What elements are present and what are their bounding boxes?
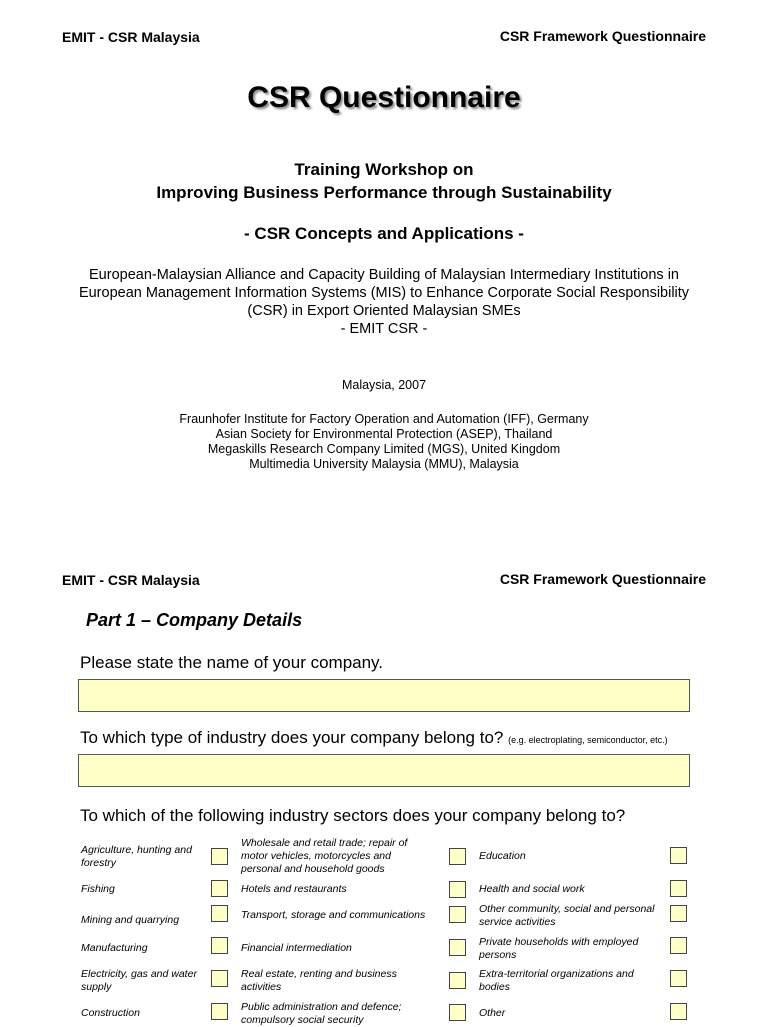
sector-label: Health and social work: [479, 883, 585, 895]
sector-checkbox[interactable]: [211, 848, 228, 865]
sector-label: Other community, social and personal service activities: [479, 903, 655, 928]
sector-checkbox[interactable]: [670, 1003, 687, 1020]
sector-checkbox[interactable]: [211, 970, 228, 987]
question-industry-sector: To which of the following industry sectors does your company belong to?: [80, 806, 626, 825]
sector-label: Extra-territorial organizations and bodies: [479, 968, 634, 993]
sector-checkbox[interactable]: [449, 972, 466, 989]
sector-label: Construction: [81, 1007, 140, 1019]
page2-header-left: EMIT - CSR Malaysia: [62, 572, 200, 588]
page2-header-right: CSR Framework Questionnaire: [499, 571, 706, 587]
sector-checkbox[interactable]: [449, 1004, 466, 1021]
sector-checkbox[interactable]: [670, 880, 687, 897]
sector-label: Manufacturing: [81, 942, 148, 954]
partner-list: [0, 412, 768, 472]
location-date: Malaysia, 2007: [341, 378, 427, 392]
page1-header-right: CSR Framework Questionnaire: [499, 28, 706, 44]
company-name-input[interactable]: [78, 679, 690, 712]
sector-checkbox[interactable]: [670, 847, 687, 864]
sector-label: Education: [479, 850, 526, 862]
question-industry-type-text: To which type of industry does your company belong to?: [80, 728, 504, 747]
sector-label: Financial intermediation: [241, 942, 352, 954]
industry-type-input[interactable]: [78, 754, 690, 787]
description-line: (CSR) in Export Oriented Malaysian SMEs: [247, 303, 521, 319]
sector-label: Mining and quarrying: [81, 914, 180, 926]
description-line: European Management Information Systems (MIS) to Enhance Corporate Social Responsibility: [78, 285, 690, 301]
question-industry-type-hint: (e.g. electroplating, semiconductor, etc.): [508, 735, 668, 745]
sector-checkbox[interactable]: [449, 848, 466, 865]
sector-label: Fishing: [81, 883, 115, 895]
sector-checkbox[interactable]: [449, 939, 466, 956]
partner-item: Fraunhofer Institute for Factory Operation and Automation (IFF), Germany: [179, 412, 589, 426]
sector-label: Other: [479, 1007, 506, 1019]
sector-checkbox[interactable]: [670, 937, 687, 954]
workshop-subtitle: [0, 158, 768, 204]
sector-label: Wholesale and retail trade; repair of motor vehicles, motorcycles and personal and household goods: [241, 837, 408, 875]
sector-checkbox[interactable]: [211, 1003, 228, 1020]
question-company-name: Please state the name of your company.: [80, 653, 384, 672]
sector-checkbox[interactable]: [211, 905, 228, 922]
sector-label: Agriculture, hunting and forestry: [81, 844, 192, 869]
sector-label: Electricity, gas and water supply: [81, 968, 197, 993]
sector-checkbox[interactable]: [670, 905, 687, 922]
partner-item: Megaskills Research Company Limited (MGS), United Kingdom: [207, 442, 561, 456]
sector-label: Transport, storage and communications: [241, 909, 426, 921]
sector-checkbox[interactable]: [449, 906, 466, 923]
document-title: CSR Questionnaire: [247, 81, 521, 114]
sector-checkbox[interactable]: [449, 881, 466, 898]
partner-item: Asian Society for Environmental Protection (ASEP), Thailand: [215, 427, 553, 441]
sector-label: Hotels and restaurants: [241, 883, 347, 895]
workshop-subtitle-line1: Training Workshop on: [294, 160, 474, 179]
description-line: European-Malaysian Alliance and Capacity Building of Malaysian Intermediary Institutions in: [89, 267, 679, 283]
part-title: Part 1 – Company Details: [86, 610, 303, 630]
sector-checkbox[interactable]: [211, 937, 228, 954]
sector-checkbox[interactable]: [211, 880, 228, 897]
workshop-subtitle-line2: Improving Business Performance through Sustainability: [156, 183, 612, 202]
description-line: - EMIT CSR -: [340, 321, 428, 337]
concepts-heading: - CSR Concepts and Applications -: [244, 224, 524, 243]
page1-header-left: EMIT - CSR Malaysia: [62, 29, 200, 45]
question-industry-type: [80, 728, 668, 748]
sector-label: Public administration and defence; compulsory social security: [241, 1001, 402, 1026]
sector-label: Private households with employed persons: [479, 936, 639, 961]
sector-label: Real estate, renting and business activities: [241, 968, 397, 993]
sector-checkbox[interactable]: [670, 970, 687, 987]
project-description: [0, 266, 768, 338]
partner-item: Multimedia University Malaysia (MMU), Malaysia: [249, 457, 519, 471]
